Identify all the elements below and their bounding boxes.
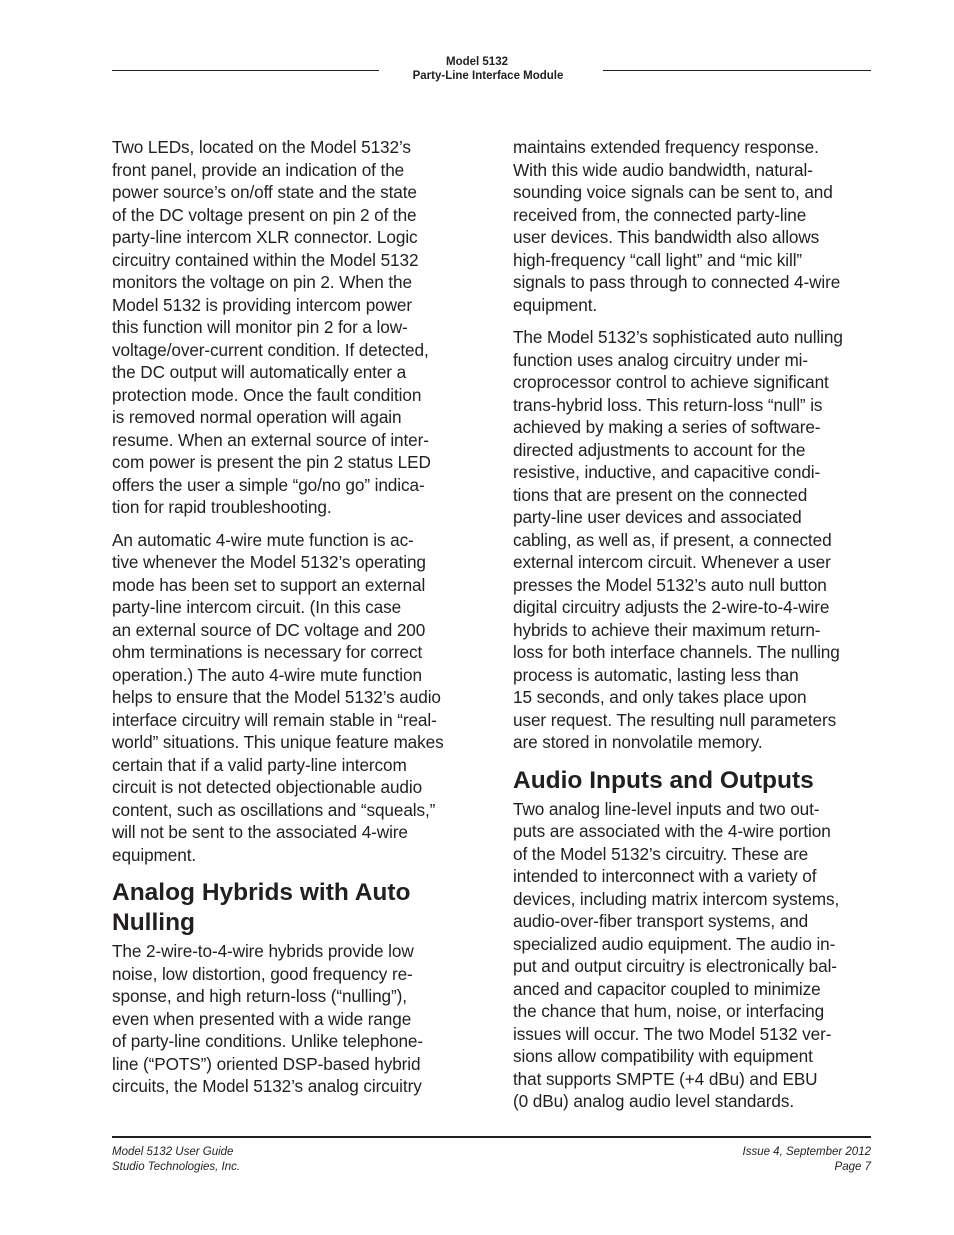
footer-right — [743, 1145, 872, 1175]
paragraph-led-indicators: Two LEDs, located on the Model 5132’s front panel, provide an indication of the power source’s on/off state and the state of the DC voltage present on pin 2 of the party-line intercom XLR connector. Logic circuitry contained within the Model 5132 monitors the voltage on pin 2. When the Model 5132 is providing intercom power this function will monitor pin 2 for a low- voltage/over-current condition. If detected, the DC output will automatically enter a protection mode. Once the fault condition is removed normal operation will again resume. When an external source of inter- com power is present the pin 2 status LED offers the user a simple “go/no go” indica- tion for rapid troubleshooting. — [112, 137, 431, 517]
header-subtitle: Party-Line Interface Module — [412, 70, 564, 82]
paragraph-audio-io: Two analog line-level inputs and two out- puts are associated with the 4-wire portion of the Model 5132’s circuitry. These are intended to interconnect with a variety of devices, including matrix intercom systems, audio-over-fiber transport systems, and specialized audio equipment. The audio in- put and output circuitry is electronically bal- anced and capacitor coupled to minimize the chance that hum, noise, or interfacing issues will occur. The two Model 5132 ver- sions allow compatibility with equipment that supports SMPTE (+4 dBu) and EBU (0 dBu) analog audio level standards. — [513, 798, 840, 1111]
paragraph-auto-nulling: The Model 5132’s sophisticated auto nulling function uses analog circuitry under mi- croprocessor control to achieve significant trans-hybrid loss. This return-loss “null” is achieved by making a series of software- directed adjustments to account for the resistive, inductive, and capacitive condi- tions that are present on the connected party-line user devices and associated cabling, as well as, if present, a connected external intercom circuit. Whenever a user presses the Model 5132’s auto null button digital circuitry adjusts the 2-wire-to-4-wire hybrids to achieve their maximum return- loss for both interface channels. The nulling process is automatic, lasting less than 15 seconds, and only takes place upon user request. The resulting null parameters are stored in nonvolatile memory. — [513, 327, 843, 752]
footer-issue: Issue 4, September 2012 — [742, 1146, 871, 1158]
left-column — [112, 136, 478, 1108]
footer-rule — [112, 1136, 871, 1138]
heading-audio-io: Audio Inputs and Outputs — [513, 766, 814, 794]
paragraph-auto-mute: An automatic 4-wire mute function is ac- tive whenever the Model 5132’s operating mode has been set to support an external party-line intercom circuit. (In this case an external source of DC voltage and 200 ohm terminations is necessary for correct operation.) The auto 4-wire mute function helps to ensure that the Model 5132’s audio interface circuitry will remain stable in “real- world” situations. This unique feature makes certain that if a valid party-line intercom circuit is not detected objectionable audio content, such as oscillations and “squeals,” will not be sent to the associated 4-wire equipment. — [112, 529, 444, 865]
footer-page-number: Page 7 — [834, 1161, 871, 1173]
paragraph-frequency-response: maintains extended frequency response. With this wide audio bandwidth, natural- sounding voice signals can be sent to, and received from, the connected party-line user devices. This bandwidth also allows high-frequency “call light” and “mic kill” signals to pass through to connected 4-wire equipment. — [513, 137, 841, 315]
header-rule-right — [603, 70, 871, 71]
footer-company: Studio Technologies, Inc. — [112, 1161, 241, 1173]
paragraph-hybrids: The 2-wire-to-4-wire hybrids provide low noise, low distortion, good frequency re- sponse, and high return-loss (“nulling”), even when presented with a wide range of party-line conditions. Unlike telephone- line (“POTS”) oriented DSP-based hybrid circuits, the Model 5132’s analog circuitry — [112, 941, 423, 1096]
heading-analog-hybrids: Analog Hybrids with Auto Nulling — [112, 879, 411, 936]
right-column — [513, 136, 879, 1123]
header-model-title: Model 5132 — [446, 56, 508, 68]
footer-left — [112, 1145, 240, 1175]
header-rule-left — [112, 70, 379, 71]
footer-guide-title: Model 5132 User Guide — [112, 1146, 234, 1158]
